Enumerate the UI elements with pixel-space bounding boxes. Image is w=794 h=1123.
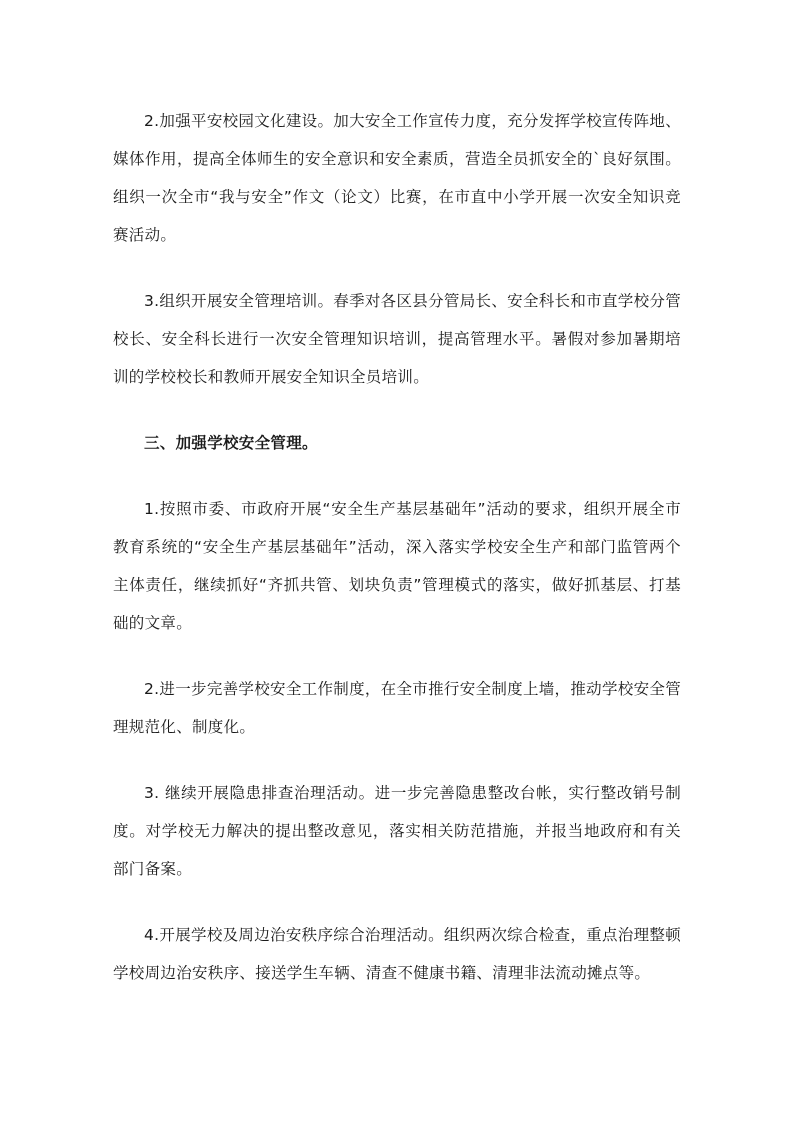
paragraph-safety-system: 2.进一步完善学校安全工作制度，在全市推行安全制度上墙，推动学校安全管理规范化、制度化。: [113, 680, 681, 736]
paragraph-management-training: 3.组织开展安全管理培训。春季对各区县分管局长、安全科长和市直学校分管校长、安全科长进行一次安全管理知识培训，提高管理水平。暑假对参加暑期培训的学校校长和教师开展安全知识全员培训。: [113, 292, 681, 386]
paragraph-grassroots-year: 1.按照市委、市政府开展“安全生产基层基础年”活动的要求，组织开展全市教育系统的“安全生产基层基础年”活动，深入落实学校安全生产和部门监管两个主体责任，继续抓好“齐抓共管、划块负责”管理模式的落实，做好抓基层、打基础的文章。: [113, 500, 681, 632]
paragraph-public-order: 4.开展学校及周边治安秩序综合治理活动。组织两次综合检查，重点治理整顿学校周边治安秩序、接送学生车辆、清查不健康书籍、清理非法流动摊点等。: [113, 926, 681, 982]
paragraph-hazard-inspection: 3. 继续开展隐患排查治理活动。进一步完善隐患整改台帐，实行整改销号制度。对学校无力解决的提出整改意见，落实相关防范措施，并报当地政府和有关部门备案。: [113, 784, 681, 878]
document-body: [113, 102, 681, 1020]
section-heading-safety-management: 三、加强学校安全管理。: [144, 434, 318, 452]
paragraph-campus-culture: 2.加强平安校园文化建设。加大安全工作宣传力度，充分发挥学校宣传阵地、媒体作用，提高全体师生的安全意识和安全素质，营造全员抓安全的`良好氛围。组织一次全市“我与安全”作文（论文）比赛，在市直中小学开展一次安全知识竞赛活动。: [113, 112, 681, 244]
